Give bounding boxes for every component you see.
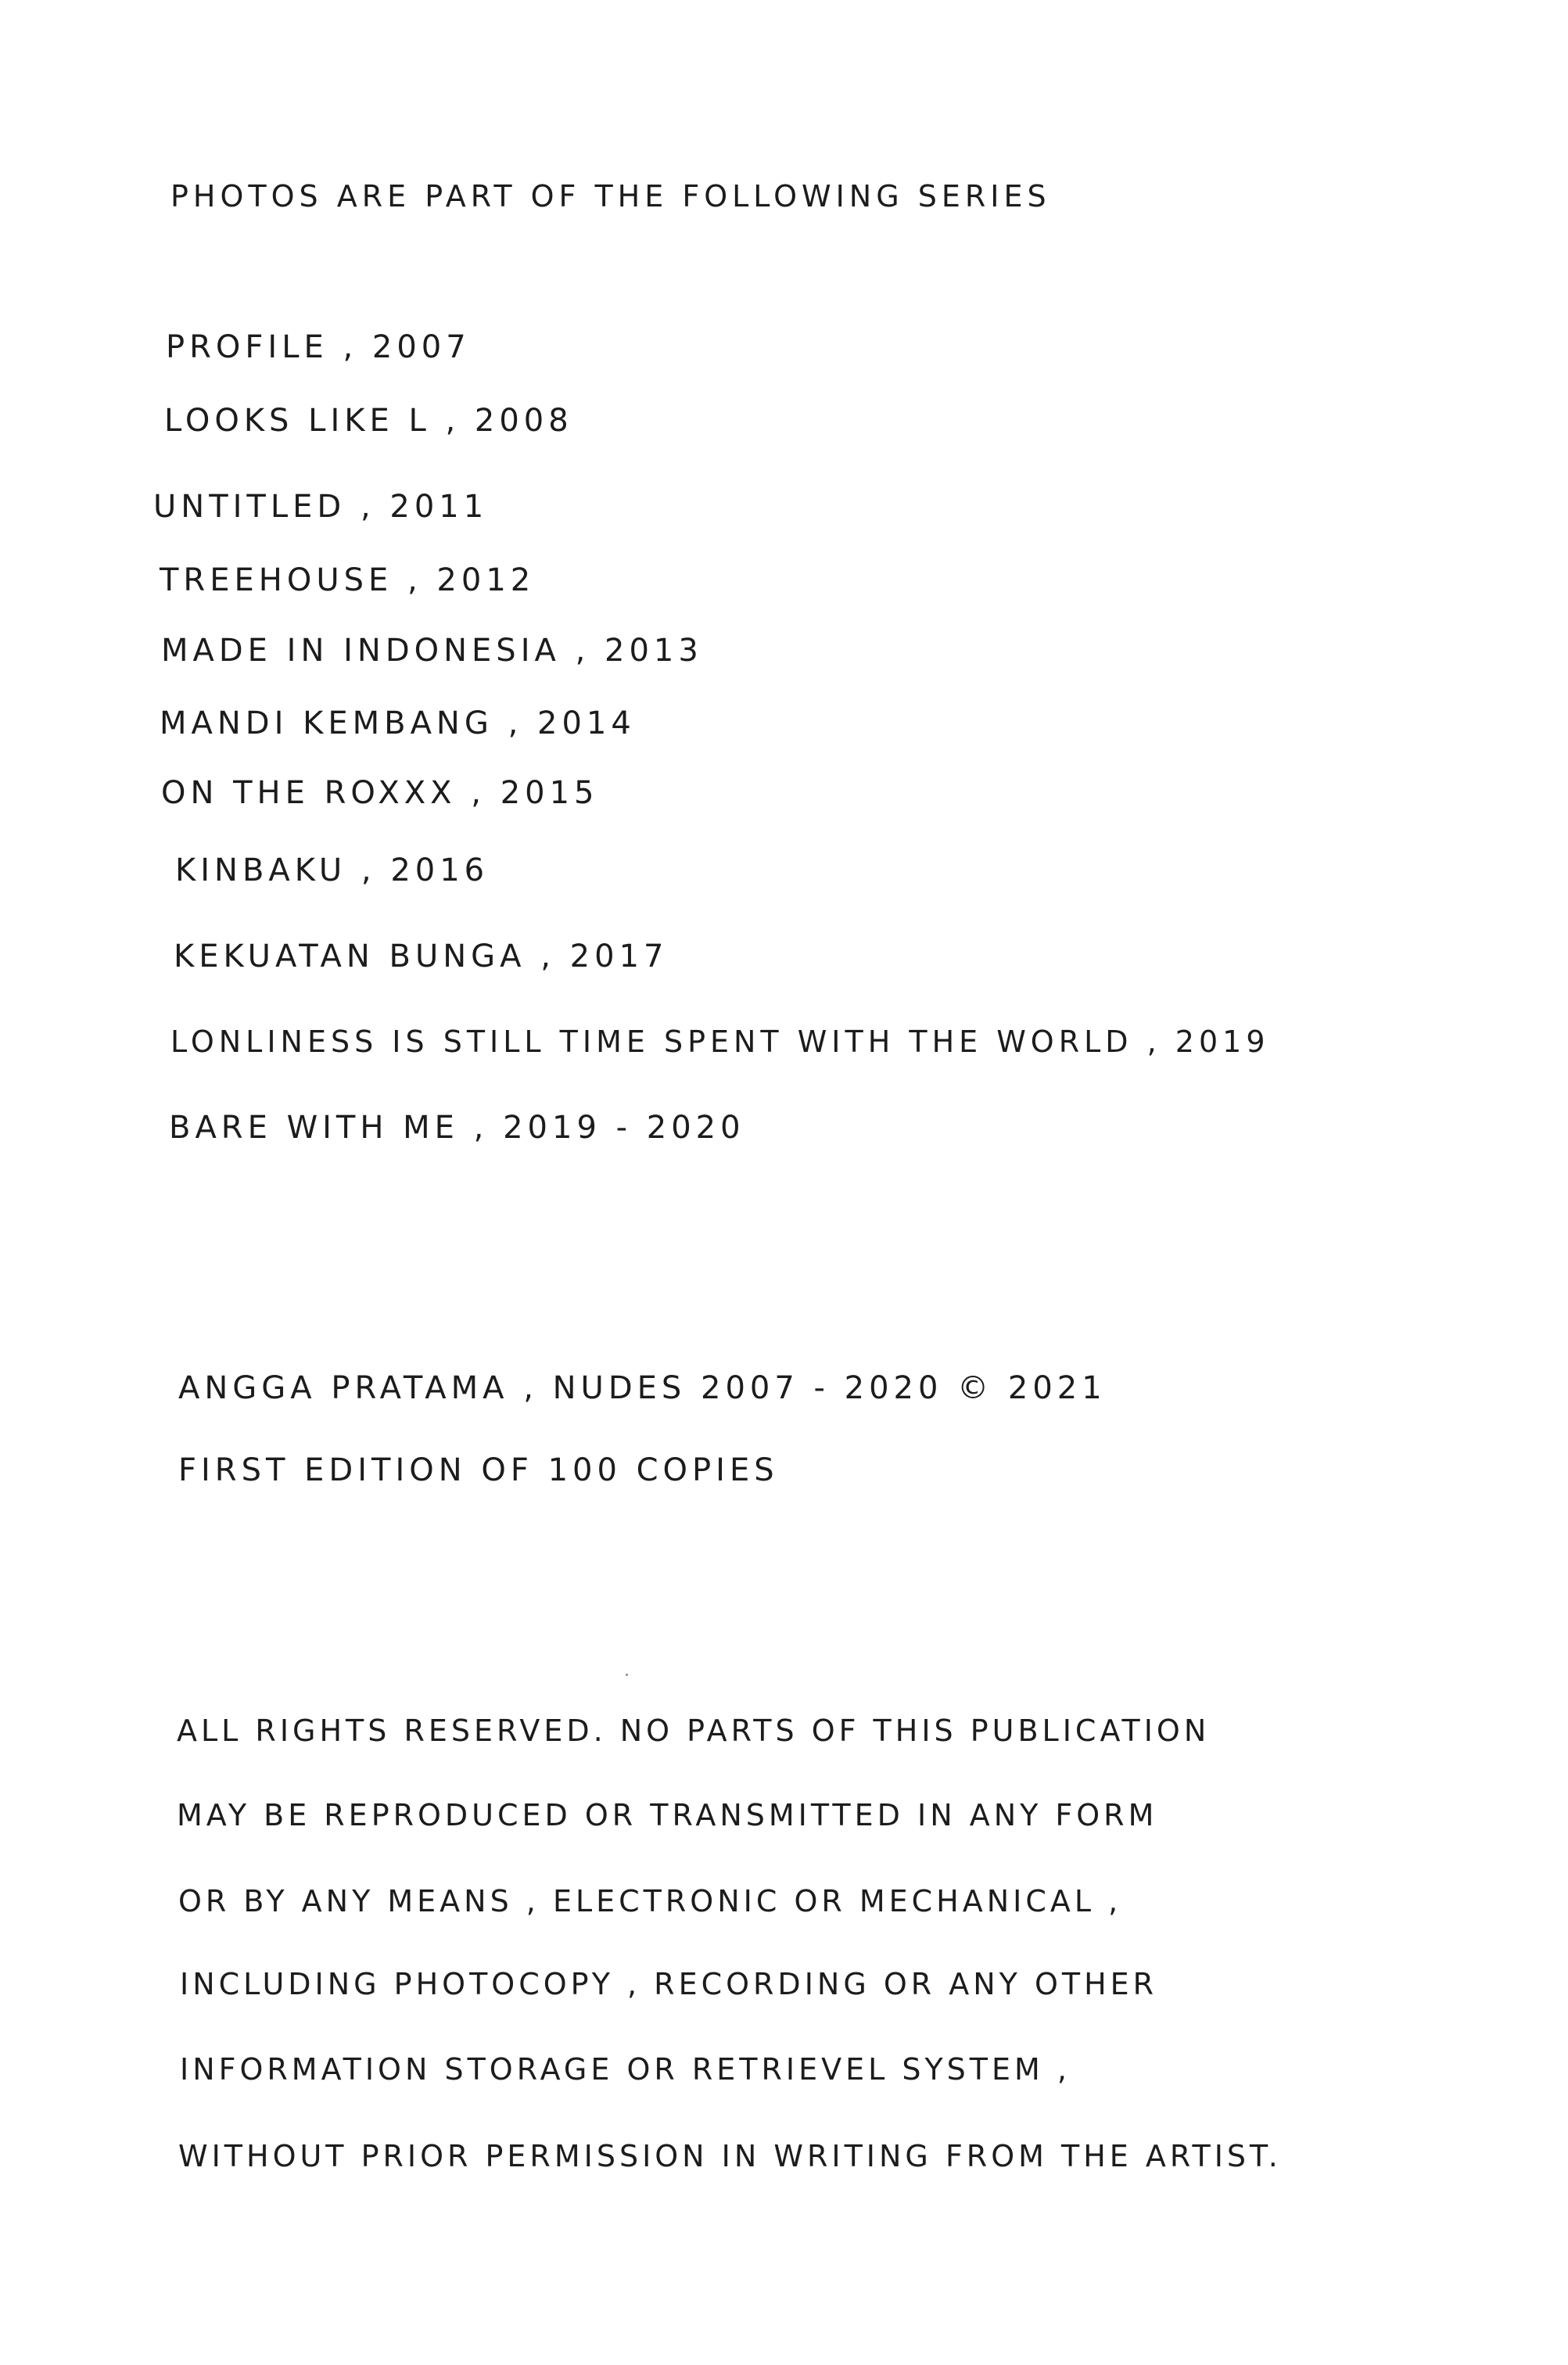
series-item: LONLINESS IS STILL TIME SPENT WITH THE WORLD , 2019 <box>170 1025 1270 1059</box>
rights-line: OR BY ANY MEANS , ELECTRONIC OR MECHANICAL , <box>178 1884 1122 1918</box>
series-item: MADE IN INDONESIA , 2013 <box>161 633 703 669</box>
series-item: LOOKS LIKE L , 2008 <box>164 403 573 439</box>
colophon-edition: FIRST EDITION OF 100 COPIES <box>178 1452 779 1488</box>
series-item: MANDI KEMBANG , 2014 <box>160 705 636 741</box>
rights-line: INFORMATION STORAGE OR RETRIEVEL SYSTEM , <box>180 2052 1071 2087</box>
rights-line: MAY BE REPRODUCED OR TRANSMITTED IN ANY FORM <box>177 1798 1158 1832</box>
series-item: KINBAKU , 2016 <box>175 852 490 888</box>
speck <box>626 1674 628 1676</box>
rights-line: WITHOUT PRIOR PERMISSION IN WRITING FROM THE ARTIST. <box>178 2139 1282 2173</box>
series-item: KEKUATAN BUNGA , 2017 <box>174 938 669 974</box>
colophon-title: ANGGA PRATAMA , NUDES 2007 - 2020 © 2021 <box>178 1370 1107 1406</box>
series-item: TREEHOUSE , 2012 <box>160 562 536 598</box>
rights-line: ALL RIGHTS RESERVED. NO PARTS OF THIS PUBLICATION <box>177 1714 1211 1748</box>
rights-line: INCLUDING PHOTOCOPY , RECORDING OR ANY OTHER <box>180 1967 1158 2001</box>
series-item: UNTITLED , 2011 <box>153 489 489 525</box>
series-item: ON THE ROXXX , 2015 <box>161 775 599 811</box>
series-heading: PHOTOS ARE PART OF THE FOLLOWING SERIES <box>170 179 1051 214</box>
series-item: BARE WITH ME , 2019 - 2020 <box>169 1110 745 1146</box>
series-item: PROFILE , 2007 <box>166 329 471 365</box>
